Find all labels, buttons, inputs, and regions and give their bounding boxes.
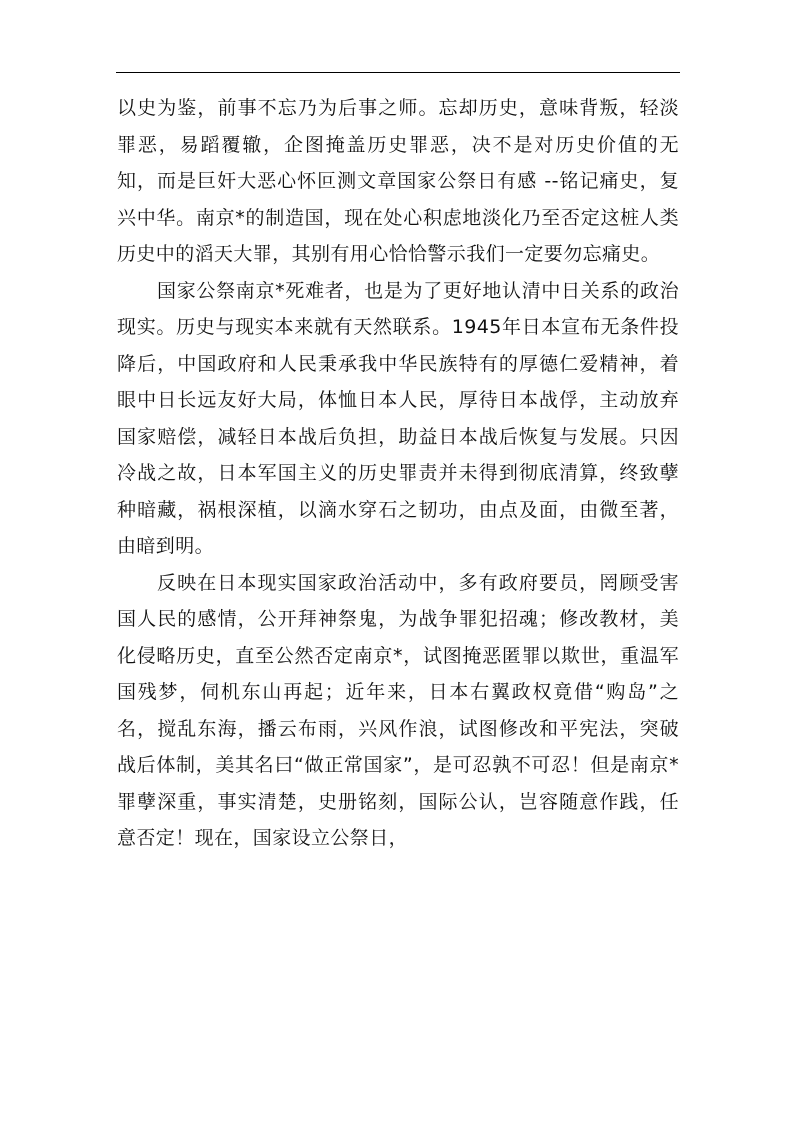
paragraph-1: 以史为鉴，前事不忘乃为后事之师。忘却历史，意味背叛，轻淡罪恶，易蹈覆辙，企图掩盖历史罪恶，决不是对历史价值的无知，而是巨奸大恶心怀叵测文章国家公祭日有感 --铭记痛史，复兴中华。南京*的制造国，现在处心积虑地淡化乃至否定这桩人类历史中的滔天大罪，其别有用心恰恰警示我们一定要勿忘痛史。 <box>117 97 679 265</box>
paragraph-3: 反映在日本现实国家政治活动中，多有政府要员，罔顾受害国人民的感情，公开拜神祭鬼，为战争罪犯招魂；修改教材，美化侵略历史，直至公然否定南京*，试图掩恶匿罪以欺世，重温军国残梦，伺机东山再起；近年来，日本右翼政权竟借“购岛”之名，搅乱东海，播云布雨，兴风作浪，试图修改和平宪法，突破战后体制，美其名曰“做正常国家”，是可忍孰不可忍！但是南京*罪孽深重，事实清楚，史册铭刻，国际公认，岂容随意作践，任意否定！现在，国家设立公祭日， <box>117 571 679 849</box>
header-rule <box>116 72 680 73</box>
paragraph-2: 国家公祭南京*死难者，也是为了更好地认清中日关系的政治现实。历史与现实本来就有天然联系。1945年日本宣布无条件投降后，中国政府和人民秉承我中华民族特有的厚德仁爱精神，着眼中日长远友好大局，体恤日本人民，厚待日本战俘，主动放弃国家赔偿，减轻日本战后负担，助益日本战后恢复与发展。只因冷战之故，日本军国主义的历史罪责并未得到彻底清算，终致孽种暗藏，祸根深植，以滴水穿石之韧功，由点及面，由微至著，由暗到明。 <box>117 279 679 557</box>
document-body <box>117 90 679 857</box>
